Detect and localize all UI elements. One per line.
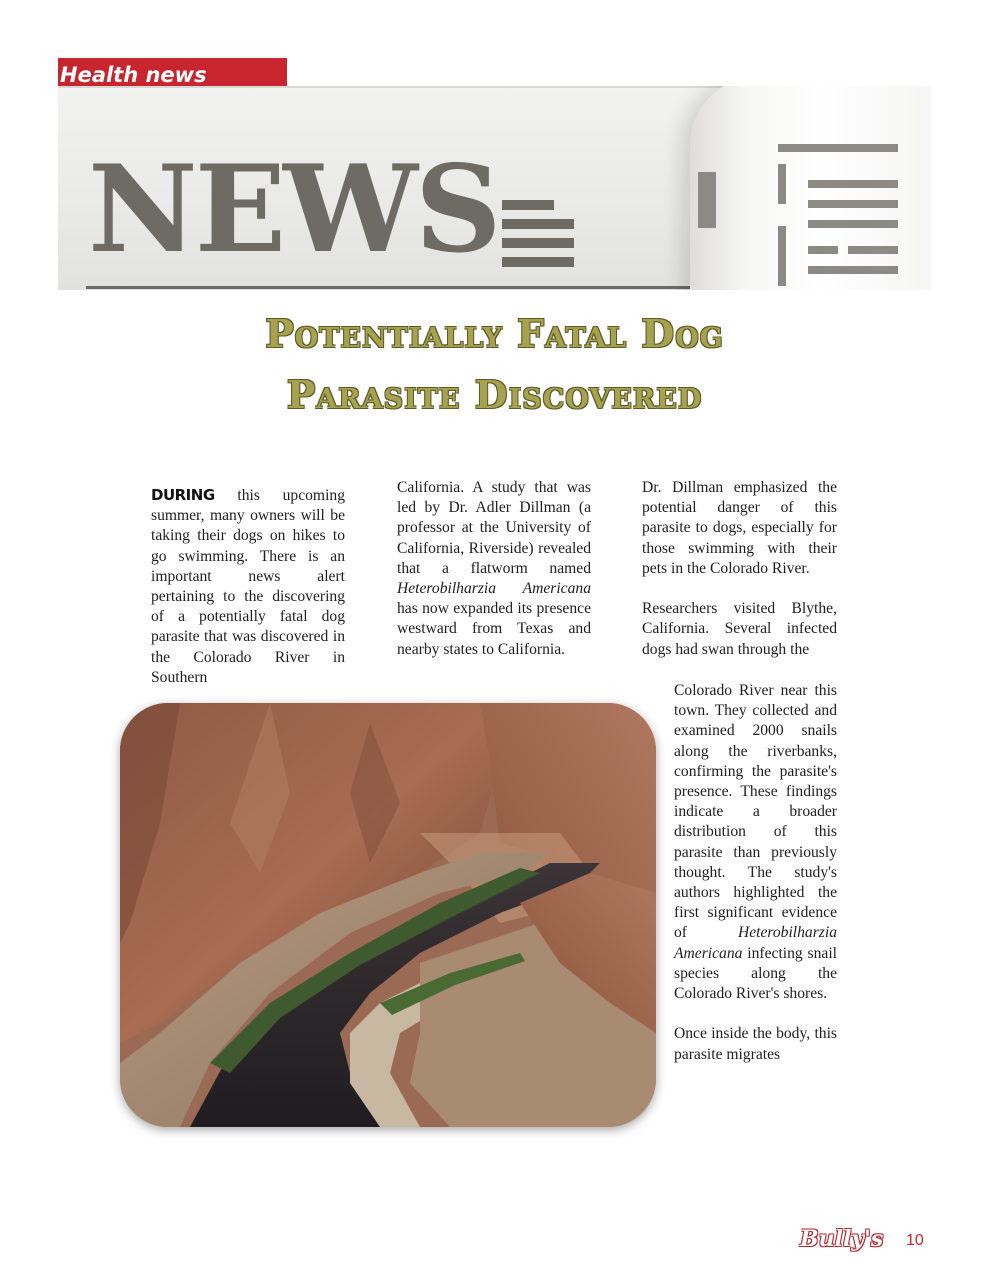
banner-news-word: NEWS bbox=[88, 139, 499, 280]
column-3-text-after: infecting snail species along the Colorado River's shores. bbox=[674, 944, 837, 1003]
page-number: 10 bbox=[906, 1232, 924, 1249]
magazine-logo: Bully's bbox=[800, 1226, 884, 1252]
article-column-3-top bbox=[642, 478, 837, 680]
article-column-2 bbox=[397, 478, 591, 680]
column-3-paragraph-2: Researchers visited Blythe, California. Several infected dogs had swan through the bbox=[642, 600, 837, 658]
column-3-paragraph-3: Once inside the body, this parasite migrates bbox=[674, 1025, 837, 1063]
column-2-paragraph bbox=[397, 478, 591, 660]
species-name-2: Heterobilharzia Americana bbox=[674, 924, 837, 962]
article-column-1 bbox=[151, 485, 345, 708]
lead-word: DURING bbox=[151, 486, 215, 504]
colorado-river-canyon-photo bbox=[120, 703, 656, 1127]
news-banner bbox=[58, 86, 931, 290]
banner-text-lines-icon bbox=[502, 200, 582, 276]
column-3-paragraph-2-continued bbox=[674, 681, 837, 1004]
species-name: Heterobilharzia Americana bbox=[397, 580, 591, 598]
article-column-3-wrap bbox=[674, 681, 837, 1085]
headline-line-2: Parasite Discovered bbox=[286, 372, 703, 417]
column-3-text-before: Colorado River near this town. They collected and examined 2000 snails along the riverbanks, confirming the parasite's presence. These findings indicate a broader distribution of this parasite than previously thought. The study's authors highlighted the first significant evidence of bbox=[674, 682, 837, 942]
column-3-paragraph-1: Dr. Dillman emphasized the potential danger of this parasite to dogs, especially for those swimming with their pets in the Colorado River. bbox=[642, 479, 837, 577]
column-2-text-before: California. A study that was led by Dr. Adler Dillman (a professor at the University of California, Riverside) revealed that a flatworm named bbox=[397, 479, 591, 577]
column-1-paragraph bbox=[151, 485, 345, 688]
column-2-text-after: has now expanded its presence westward from Texas and nearby states to California. bbox=[397, 600, 591, 658]
newspaper-print-icon bbox=[768, 136, 908, 290]
banner-rule bbox=[86, 286, 736, 289]
section-tag: Health news bbox=[58, 58, 287, 86]
newspaper-mark bbox=[698, 172, 716, 228]
column-1-text: this upcoming summer, many owners will be taking their dogs on hikes to go swimming. There is an important news alert pertaining to the discovering of a potentially fatal dog parasite that was discovered in the Colorado River in Southern bbox=[151, 487, 345, 686]
headline-line-1: Potentially Fatal Dog bbox=[265, 311, 724, 356]
article-headline bbox=[100, 303, 889, 425]
